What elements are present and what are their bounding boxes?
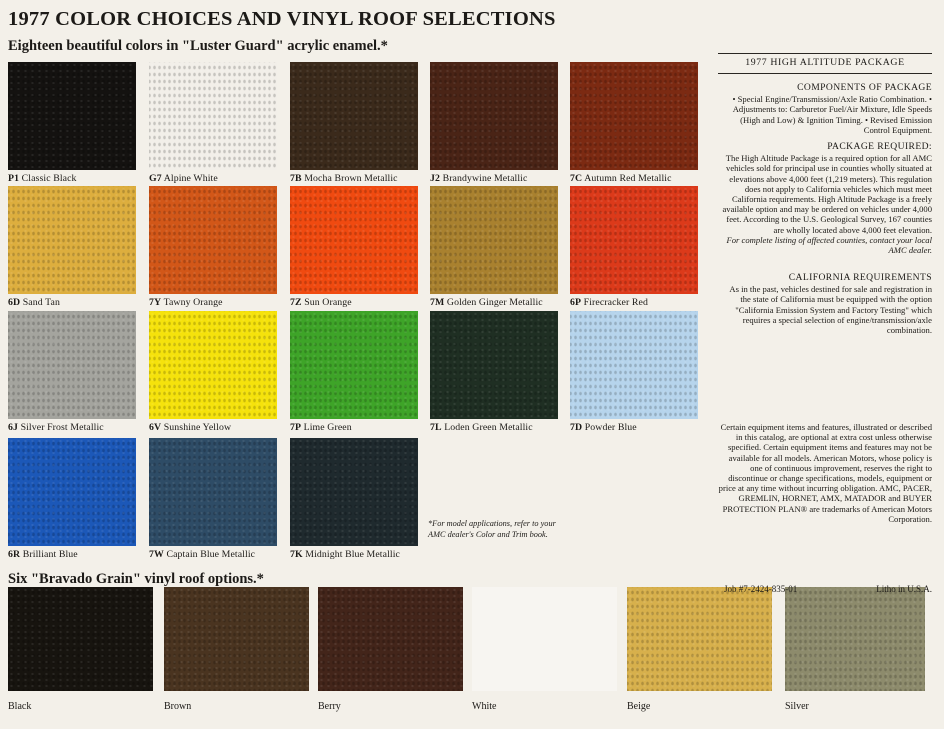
color-code: 7L [430,422,442,433]
color-name: Autumn Red Metallic [584,173,672,184]
litho-note: Litho in U.S.A. [876,584,932,594]
color-chip [570,311,698,419]
color-chip-label [290,173,398,184]
color-code: 7W [149,549,164,560]
color-code: 7M [430,297,445,308]
color-chip [430,311,558,419]
high-altitude-title: 1977 HIGH ALTITUDE PACKAGE [745,57,905,68]
color-name: Silver Frost Metallic [20,422,104,433]
vinyl-roof-swatch [318,587,463,691]
disclaimer-text: Certain equipment items and features, illustrated or described in this catalog, are optional at extra cost unless otherwise specified. Certain equipment items and features may not be available for all models. American Motors, whose policy is one of continuous improvement, reserves the right to discontinue or change specifications, models, equipment or price at any time without incurring obligation. AMC, PACER, GREMLIN, HORNET, AMX, MATADOR and BUYER PROTECTION PLAN® are trademarks of American Motors Corporation. [718,422,932,524]
color-name: Mocha Brown Metallic [304,173,398,184]
vinyl-roof-label: Black [8,701,32,712]
top-rule [718,53,932,54]
color-name: Tawny Orange [163,297,223,308]
color-name: Sunshine Yellow [163,422,232,433]
color-name: Sand Tan [22,297,60,308]
color-code: 7K [290,549,303,560]
color-chip [290,186,418,294]
model-footnote: *For model applications, refer to your AMC dealer's Color and Trim book. [428,519,556,539]
vinyl-roof-swatch [472,587,617,691]
components-text: • Special Engine/Transmission/Axle Ratio Combination. • Adjustments to: Carburetor Fuel/Air Mixture, Idle Speeds (High and Low) & Ignition Timing. • Revised Emission Control Equipment. [732,94,932,135]
color-chip-label [570,422,637,433]
color-chip [149,62,277,170]
color-chip-label [8,297,60,308]
color-name: Sun Orange [304,297,352,308]
color-code: 6P [570,297,582,308]
color-chip [8,62,136,170]
title-rule [718,73,932,74]
vinyl-roof-swatch [8,587,153,691]
color-chip [430,62,558,170]
color-chip [149,186,277,294]
color-name: Midnight Blue Metallic [305,549,400,560]
color-chip [8,311,136,419]
vinyl-roof-swatch [785,587,925,691]
color-chip [570,62,698,170]
color-name: Lime Green [303,422,352,433]
color-chip-label [149,173,218,184]
color-chip-label [149,422,231,433]
components-section [718,83,932,135]
color-chip [290,62,418,170]
color-chip-label [149,549,255,560]
color-chip-label [430,422,533,433]
california-section [718,273,932,335]
color-chip-label [290,297,352,308]
color-code: 6R [8,549,21,560]
color-chip [290,311,418,419]
color-chip [149,311,277,419]
color-code: 7C [570,173,583,184]
color-code: 6V [149,422,162,433]
color-chip-label [8,173,77,184]
vinyl-roof-label: Berry [318,701,341,712]
page-subtitle: Eighteen beautiful colors in "Luster Guard" acrylic enamel.* [8,38,388,54]
color-chip [570,186,698,294]
color-chip-label [430,173,527,184]
color-code: 7B [290,173,302,184]
color-chip-label [8,549,78,560]
color-name: Classic Black [21,173,77,184]
required-text: The High Altitude Package is a required option for all AMC vehicles sold for principal use in counties wholly situated at elevations above 4,000 feet (1,219 meters). This regulation does not apply to California vehicles which must meet California requirements. High Altitude Package is a freely available option and may be ordered on vehicles under 4,000 feet. According to the U.S. Geological Survey, 167 counties are wholly located above 4,000 feet elevation. [722,153,932,235]
required-section [718,142,932,255]
color-code: P1 [8,173,20,184]
vinyl-roof-swatch [164,587,309,691]
color-code: 7Z [290,297,302,308]
color-code: G7 [149,173,162,184]
color-name: Powder Blue [584,422,637,433]
california-text: As in the past, vehicles destined for sale and registration in the state of California must be equipped with the option "California Emission System and Factory Testing" which requires a special selection of engine/transmission/axle combination. [729,284,932,336]
color-chip [149,438,277,546]
components-heading: COMPONENTS OF PACKAGE [797,82,932,93]
color-chip-label [8,422,104,433]
color-chip [8,438,136,546]
page-title: 1977 COLOR CHOICES AND VINYL ROOF SELECTIONS [8,8,556,30]
vinyl-roof-label: Brown [164,701,192,712]
vinyl-roof-swatch [627,587,772,691]
color-chip [430,186,558,294]
color-chip [8,186,136,294]
color-code: J2 [430,173,440,184]
color-name: Brandywine Metallic [442,173,528,184]
color-name: Captain Blue Metallic [166,549,256,560]
required-note: For complete listing of affected counties, contact your local AMC dealer. [726,234,932,256]
color-chip-label [570,297,648,308]
vinyl-roof-label: Silver [785,701,809,712]
vinyl-roof-label: Beige [627,701,651,712]
color-code: 7Y [149,297,162,308]
color-name: Brilliant Blue [22,549,78,560]
color-name: Firecracker Red [583,297,648,308]
color-chip-label [430,297,543,308]
color-chip-label [290,549,400,560]
color-code: 7P [290,422,302,433]
vinyl-roof-label: White [472,701,497,712]
california-heading: CALIFORNIA REQUIREMENTS [788,272,932,283]
color-name: Loden Green Metallic [444,422,533,433]
color-code: 6J [8,422,18,433]
color-name: Alpine White [163,173,218,184]
required-heading: PACKAGE REQUIRED: [827,141,932,152]
color-chip-label [570,173,672,184]
roof-heading: Six "Bravado Grain" vinyl roof options.* [8,571,264,587]
color-code: 6D [8,297,21,308]
color-name: Golden Ginger Metallic [446,297,543,308]
color-chip-label [149,297,223,308]
color-chip-label [290,422,352,433]
job-number: Job #7-2424-835-01 [724,584,798,594]
color-chip [290,438,418,546]
color-code: 7D [570,422,583,433]
